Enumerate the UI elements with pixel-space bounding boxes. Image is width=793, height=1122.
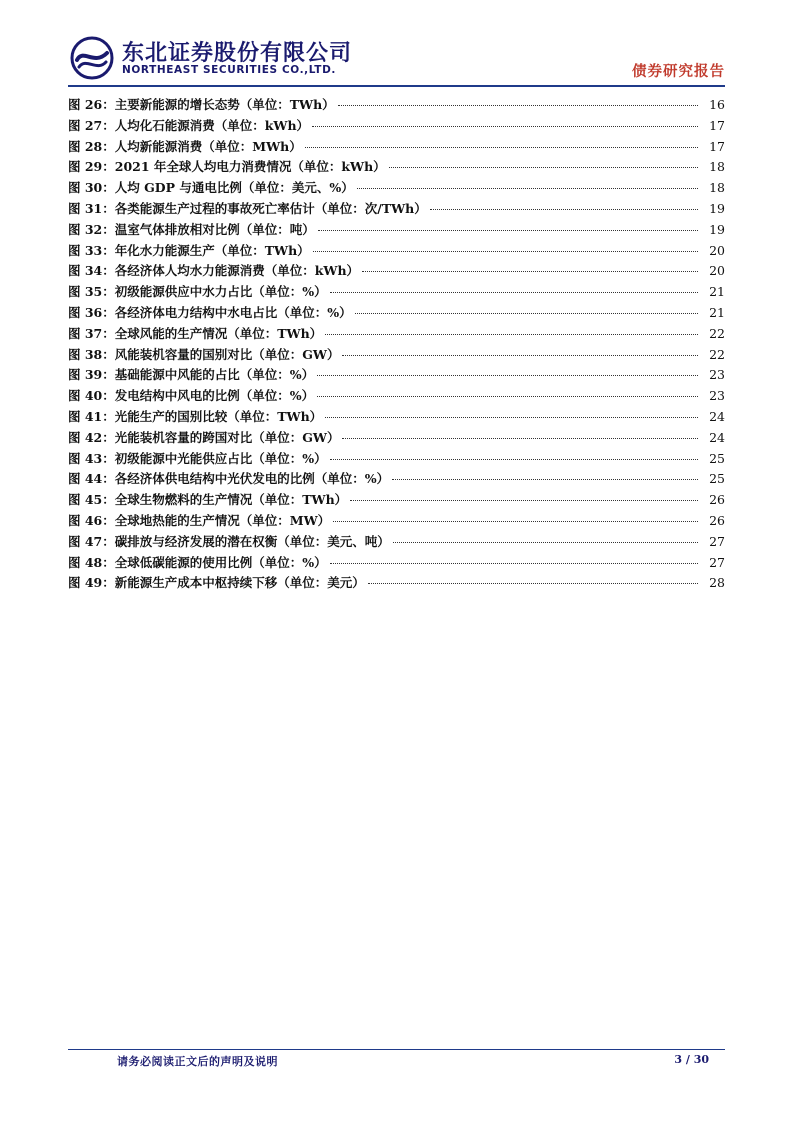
toc-entry-label: 图 37：全球风能的生产情况（单位：TWh）	[68, 325, 323, 341]
toc-entry[interactable]	[68, 532, 725, 553]
toc-entry[interactable]	[68, 449, 725, 470]
company-name-en: NORTHEAST SECURITIES CO.,LTD.	[122, 64, 336, 76]
toc-entry-page: 16	[709, 97, 725, 112]
toc-entry-label: 图 49：新能源生产成本中枢持续下移（单位：美元）	[68, 575, 365, 591]
toc-dot-leader	[342, 355, 698, 356]
toc-entry-page: 26	[709, 512, 725, 528]
toc-entry-page: 18	[709, 180, 725, 196]
toc-dot-leader	[430, 209, 698, 210]
company-logo-icon	[70, 36, 114, 80]
figure-list	[68, 95, 725, 594]
toc-entry-page: 24	[709, 408, 725, 424]
toc-dot-leader	[325, 417, 698, 418]
toc-entry-page: 23	[709, 367, 725, 383]
toc-entry-label: 图 27：人均化石能源消费（单位：kWh）	[68, 117, 310, 133]
toc-entry-page: 24	[709, 429, 725, 445]
toc-entry[interactable]	[68, 511, 725, 532]
toc-dot-leader	[318, 230, 698, 231]
toc-entry-label: 图 33：年化水力能源生产（单位：TWh）	[68, 242, 310, 258]
toc-entry-label: 图 40：发电结构中风电的比例（单位：%）	[68, 388, 315, 404]
toc-entry[interactable]	[68, 95, 725, 116]
toc-entry-page: 20	[709, 263, 725, 279]
toc-entry-page: 17	[709, 117, 725, 133]
toc-entry-page: 19	[709, 200, 725, 216]
report-type-label: 债券研究报告	[632, 64, 725, 80]
toc-dot-leader	[393, 542, 698, 543]
toc-dot-leader	[389, 167, 698, 168]
toc-dot-leader	[317, 375, 698, 376]
toc-entry[interactable]	[68, 282, 725, 303]
toc-entry-page: 26	[709, 492, 725, 508]
toc-entry-page: 18	[709, 159, 725, 175]
toc-dot-leader	[368, 583, 698, 584]
toc-entry-label: 图 42：光能装机容量的跨国对比（单位：GW）	[68, 429, 340, 445]
toc-entry-page: 19	[709, 221, 725, 237]
company-name-cn: 东北证券股份有限公司	[122, 41, 353, 66]
toc-entry[interactable]	[68, 428, 725, 449]
toc-entry[interactable]	[68, 261, 725, 282]
toc-dot-leader	[355, 313, 698, 314]
toc-entry-label: 图 39：基础能源中风能的占比（单位：%）	[68, 367, 315, 383]
toc-entry[interactable]	[68, 553, 725, 574]
toc-entry[interactable]	[68, 137, 725, 158]
toc-entry[interactable]	[68, 365, 725, 386]
page-indicator: 3 / 30	[674, 1053, 709, 1066]
toc-entry[interactable]	[68, 178, 725, 199]
toc-entry[interactable]	[68, 407, 725, 428]
toc-dot-leader	[350, 500, 698, 501]
toc-entry[interactable]	[68, 469, 725, 490]
toc-entry-label: 图 36：各经济体电力结构中水电占比（单位：%）	[68, 304, 352, 320]
toc-entry-label: 图 44：各经济体供电结构中光伏发电的比例（单位：%）	[68, 471, 390, 487]
toc-dot-leader	[330, 292, 698, 293]
toc-entry-label: 图 34：各经济体人均水力能源消费（单位：kWh）	[68, 263, 360, 279]
toc-entry-page: 25	[709, 450, 725, 466]
header-divider	[68, 85, 725, 87]
toc-entry-page: 21	[709, 304, 725, 320]
toc-entry-label: 图 31：各类能源生产过程的事故死亡率估计（单位：次/TWh）	[68, 200, 427, 216]
toc-dot-leader	[342, 438, 698, 439]
toc-entry-label: 图 48：全球低碳能源的使用比例（单位：%）	[68, 554, 327, 570]
toc-entry-label: 图 26：主要新能源的增长态势（单位：TWh）	[68, 97, 335, 112]
toc-dot-leader	[333, 521, 698, 522]
toc-entry[interactable]	[68, 324, 725, 345]
toc-entry[interactable]	[68, 303, 725, 324]
page-header	[0, 0, 793, 90]
toc-entry-page: 25	[709, 471, 725, 487]
toc-dot-leader	[357, 188, 698, 189]
toc-entry-page: 22	[709, 346, 725, 362]
toc-entry-label: 图 45：全球生物燃料的生产情况（单位：TWh）	[68, 492, 348, 508]
toc-entry-label: 图 35：初级能源供应中水力占比（单位：%）	[68, 284, 327, 300]
toc-dot-leader	[313, 251, 698, 252]
toc-entry-page: 21	[709, 284, 725, 300]
toc-entry-label: 图 30：人均 GDP 与通电比例（单位：美元、%）	[68, 180, 354, 196]
toc-entry-page: 20	[709, 242, 725, 258]
toc-entry-label: 图 28：人均新能源消费（单位：MWh）	[68, 138, 302, 154]
toc-entry-page: 27	[709, 533, 725, 549]
toc-entry-page: 28	[709, 575, 725, 591]
toc-entry[interactable]	[68, 199, 725, 220]
toc-entry-page: 27	[709, 554, 725, 570]
toc-entry[interactable]	[68, 490, 725, 511]
toc-dot-leader	[330, 563, 698, 564]
toc-entry[interactable]	[68, 241, 725, 262]
toc-entry-page: 23	[709, 388, 725, 404]
toc-entry-label: 图 29：2021 年全球人均电力消费情况（单位：kWh）	[68, 159, 386, 175]
toc-entry-label: 图 46：全球地热能的生产情况（单位：MW）	[68, 512, 331, 528]
toc-entry-label: 图 47：碳排放与经济发展的潜在权衡（单位：美元、吨）	[68, 533, 390, 549]
toc-dot-leader	[305, 147, 698, 148]
toc-dot-leader	[392, 479, 698, 480]
toc-entry-label: 图 38：风能装机容量的国别对比（单位：GW）	[68, 346, 340, 362]
toc-entry-page: 17	[709, 138, 725, 154]
toc-dot-leader	[330, 459, 698, 460]
toc-entry[interactable]	[68, 157, 725, 178]
disclaimer-note: 请务必阅读正文后的声明及说明	[117, 1055, 278, 1068]
toc-entry[interactable]	[68, 573, 725, 594]
footer-divider	[68, 1049, 725, 1050]
toc-entry[interactable]	[68, 386, 725, 407]
toc-entry-label: 图 32：温室气体排放相对比例（单位：吨）	[68, 221, 315, 237]
toc-entry-page: 22	[709, 325, 725, 341]
toc-dot-leader	[338, 105, 698, 106]
toc-entry[interactable]	[68, 220, 725, 241]
toc-dot-leader	[312, 126, 698, 127]
toc-entry[interactable]	[68, 345, 725, 366]
toc-entry-label: 图 43：初级能源中光能供应占比（单位：%）	[68, 450, 327, 466]
toc-dot-leader	[362, 271, 698, 272]
toc-entry-label: 图 41：光能生产的国别比较（单位：TWh）	[68, 408, 323, 424]
toc-dot-leader	[325, 334, 698, 335]
toc-dot-leader	[317, 396, 698, 397]
toc-entry[interactable]	[68, 116, 725, 137]
